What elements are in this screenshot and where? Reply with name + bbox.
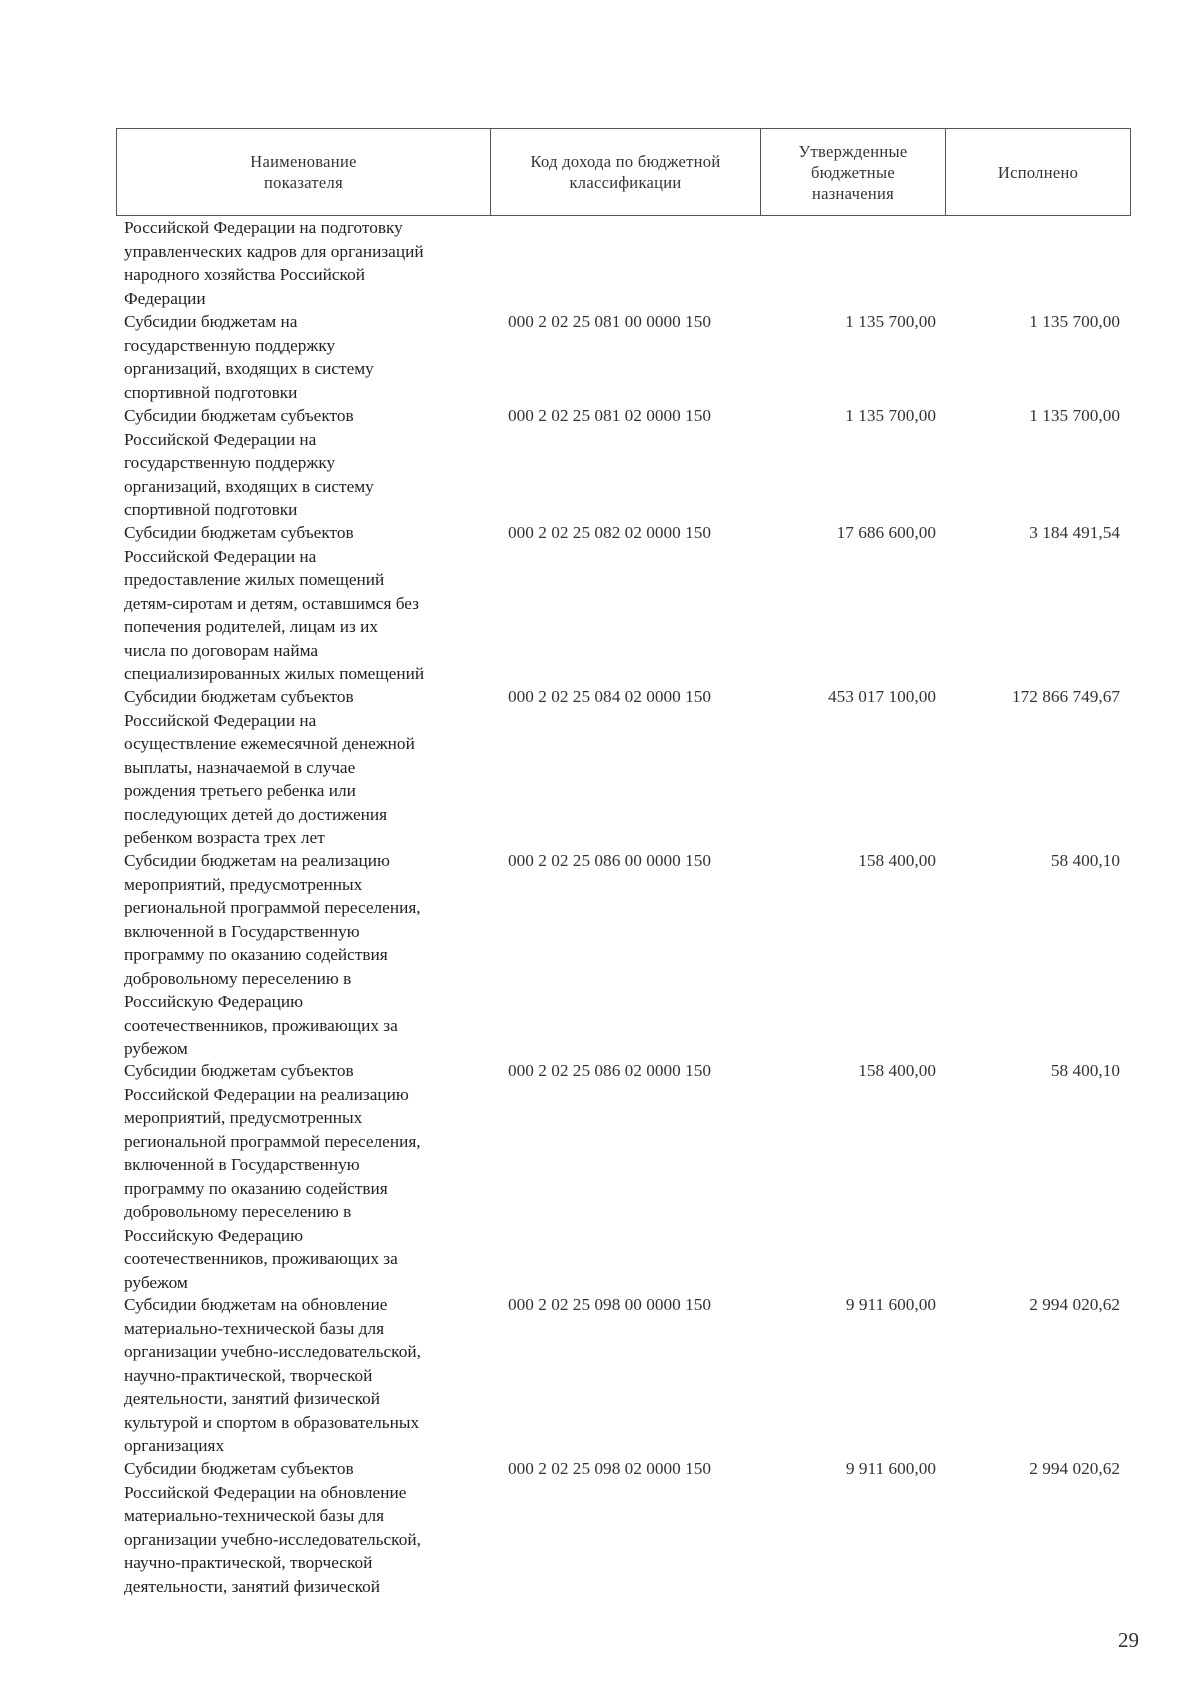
row-code: 000 2 02 25 098 00 0000 150 bbox=[508, 1295, 712, 1314]
page-number: 29 bbox=[1118, 1628, 1139, 1652]
header-approved: Утвержденные бюджетные назначения bbox=[761, 129, 946, 215]
row-executed: 1 135 700,00 bbox=[1029, 312, 1120, 331]
row-executed: 58 400,10 bbox=[1050, 851, 1120, 870]
header-indicator-name: Наименование показателя bbox=[117, 129, 491, 215]
row-name: Российской Федерации на подготовку управленческих кадров для организаций народного хозяйства Российской Федерации bbox=[124, 218, 424, 308]
row-executed: 58 400,10 bbox=[1050, 1061, 1120, 1080]
row-name: Субсидии бюджетам субъектов Российской Федерации на осуществление ежемесячной денежной выплаты, назначаемой в случае рождения третьего ребенка или последующих детей до достижения ребенком возраста трех лет bbox=[124, 687, 415, 847]
row-code: 000 2 02 25 081 02 0000 150 bbox=[508, 406, 712, 425]
row-name: Субсидии бюджетам субъектов Российской Федерации на предоставление жилых помещений детям-сиротам и детям, оставшимся без попечения родителей, лицам из их числа по договорам найма специализированных жилых помещений bbox=[124, 523, 425, 683]
row-approved: 1 135 700,00 bbox=[845, 406, 936, 425]
header-executed: Исполнено bbox=[997, 162, 1079, 182]
row-executed: 2 994 020,62 bbox=[1029, 1295, 1120, 1314]
row-name: Субсидии бюджетам субъектов Российской Федерации на реализацию мероприятий, предусмотренных региональной программой переселения, включенной в Государственную программу по оказанию содействия добровольному переселению в Российскую Федерацию соотечественников, проживающих за рубежом bbox=[124, 1061, 421, 1292]
row-approved: 158 400,00 bbox=[858, 851, 936, 870]
row-approved: 17 686 600,00 bbox=[836, 523, 936, 542]
row-approved: 158 400,00 bbox=[858, 1061, 936, 1080]
row-code: 000 2 02 25 098 02 0000 150 bbox=[508, 1459, 712, 1478]
row-approved: 453 017 100,00 bbox=[827, 687, 936, 706]
row-executed: 3 184 491,54 bbox=[1029, 523, 1120, 542]
row-code: 000 2 02 25 082 02 0000 150 bbox=[508, 523, 712, 542]
row-executed: 172 866 749,67 bbox=[1011, 687, 1120, 706]
row-approved: 9 911 600,00 bbox=[845, 1459, 936, 1478]
table-header bbox=[116, 128, 1131, 216]
row-name: Субсидии бюджетам на реализацию мероприятий, предусмотренных региональной программой переселения, включенной в Государственную программу по оказанию содействия добровольному переселению в Российскую Федерацию соотечественников, проживающих за рубежом bbox=[124, 851, 421, 1058]
row-approved: 9 911 600,00 bbox=[845, 1295, 936, 1314]
row-executed: 1 135 700,00 bbox=[1029, 406, 1120, 425]
row-approved: 1 135 700,00 bbox=[845, 312, 936, 331]
row-code: 000 2 02 25 086 00 0000 150 bbox=[508, 851, 712, 870]
row-name: Субсидии бюджетам субъектов Российской Федерации на государственную поддержку организаций, входящих в систему спортивной подготовки bbox=[124, 406, 374, 519]
row-name: Субсидии бюджетам на обновление материально-технической базы для организации учебно-исследовательской, научно-практической, творческой деятельности, занятий физической культурой и спортом в образовательных организациях bbox=[124, 1295, 421, 1455]
row-code: 000 2 02 25 086 02 0000 150 bbox=[508, 1061, 712, 1080]
header-income-code: Код дохода по бюджетной классификации bbox=[491, 129, 761, 215]
row-code: 000 2 02 25 081 00 0000 150 bbox=[508, 312, 712, 331]
row-executed: 2 994 020,62 bbox=[1029, 1459, 1120, 1478]
row-name: Субсидии бюджетам субъектов Российской Федерации на обновление материально-технической базы для организации учебно-исследовательской, научно-практической, творческой деятельности, занятий физической bbox=[124, 1459, 421, 1596]
row-name: Субсидии бюджетам на государственную поддержку организаций, входящих в систему спортивной подготовки bbox=[124, 312, 374, 402]
row-code: 000 2 02 25 084 02 0000 150 bbox=[508, 687, 712, 706]
